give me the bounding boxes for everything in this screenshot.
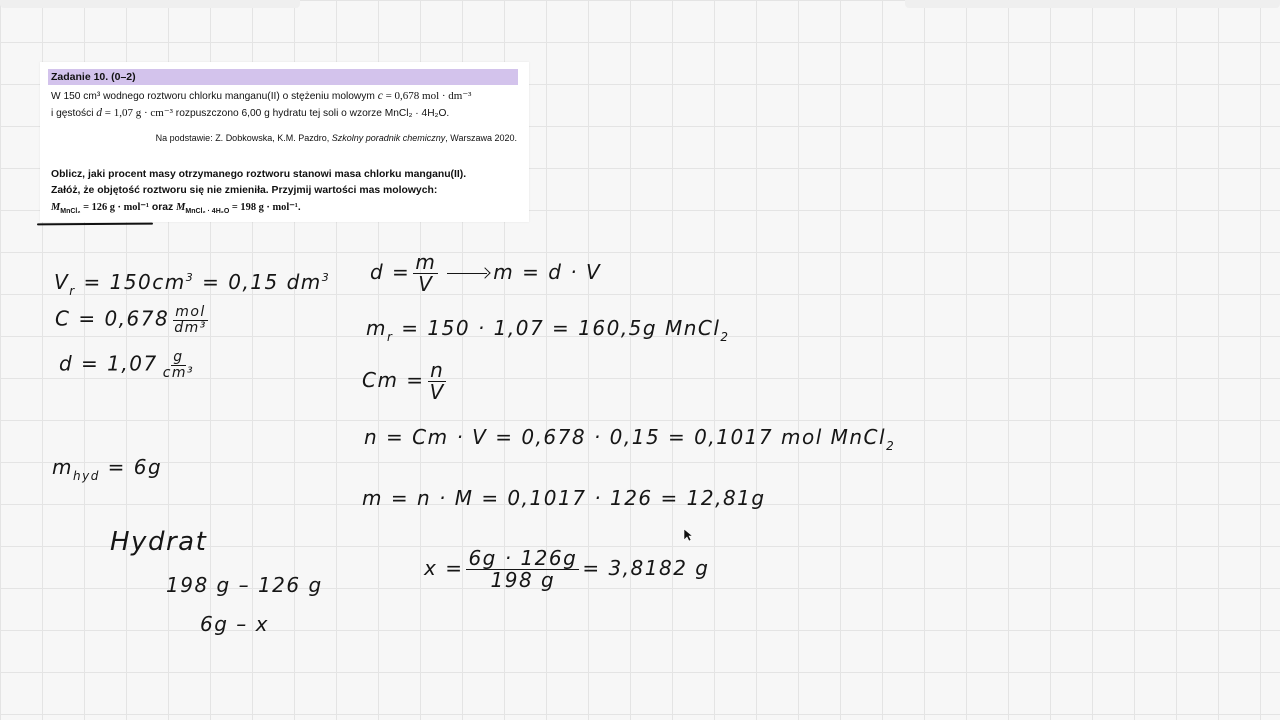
fraction: [428, 360, 447, 403]
fraction-numerator: m: [415, 250, 437, 274]
source-suffix: , Warszawa 2020.: [445, 133, 517, 143]
note-volume: [54, 270, 330, 298]
note-subscript: r: [69, 284, 76, 298]
note-text: x =: [424, 556, 464, 580]
note-text: = 0,15 dm: [194, 270, 322, 294]
note-hydrat-heading: Hydrat: [110, 527, 208, 557]
fraction-denominator: dm³: [174, 319, 207, 336]
note-hydrate-mass: [52, 455, 162, 483]
note-text: n = Cm · V = 0,678 · 0,15 = 0,1017 mol MnCl: [364, 425, 887, 449]
note-subscript: 2: [720, 330, 730, 344]
fraction: [466, 548, 579, 591]
task-header: Zadanie 10. (0–2): [48, 69, 518, 85]
note-cm-formula: [362, 360, 450, 403]
note-text: = 150cm: [75, 270, 186, 294]
molar-mass-symbol: M: [176, 202, 186, 213]
molar-mass-subscript: MnCl₂: [60, 208, 81, 216]
note-text: m: [52, 455, 73, 479]
fraction: [161, 350, 196, 380]
handwritten-underline: [37, 223, 153, 226]
note-concentration: [55, 305, 212, 335]
note-text: Cm =: [362, 368, 425, 392]
note-text: = 6g: [99, 455, 163, 479]
note-subscript: hyd: [72, 469, 100, 483]
note-text: d =: [370, 260, 411, 284]
note-text: m: [366, 316, 387, 340]
source-title: Szkolny poradnik chemiczny: [331, 133, 446, 143]
note-mass-calc: m = n · M = 0,1017 · 126 = 12,81g: [362, 486, 766, 510]
fraction-numerator: mol: [175, 304, 206, 320]
fraction-denominator: cm³: [162, 364, 195, 381]
fraction-denominator: V: [429, 380, 445, 404]
question-line-2: Załóż, że objętość roztworu się nie zmieniła. Przyjmij wartości mas molowych:: [51, 185, 438, 196]
task-card: [40, 62, 529, 222]
question-line-1: Oblicz, jaki procent masy otrzymanego roztworu stanowi masa chlorku manganu(II).: [51, 169, 467, 180]
note-x-calc: [424, 548, 709, 591]
note-solution-mass: [366, 316, 730, 344]
molar-mass-subscript: MnCl₂ · 4H₂O: [185, 208, 230, 216]
conjunction: oraz: [148, 202, 177, 213]
note-text: m = d · V: [493, 260, 602, 284]
note-proportion-1: 198 g – 126 g: [166, 573, 323, 597]
task-text-line-1: [51, 89, 471, 102]
source-citation: [156, 133, 517, 143]
fraction-numerator: g: [173, 349, 184, 365]
note-text: = 150 · 1,07 = 160,5g MnCl: [393, 316, 721, 340]
task-text: rozpuszczono 6,00 g hydratu tej soli o wzorze MnCl₂ · 4H₂O.: [172, 108, 450, 119]
molar-mass-symbol: M: [51, 202, 61, 213]
top-bar-right: [905, 0, 1280, 8]
density-value: = 1,07 g · cm⁻³: [102, 107, 173, 119]
fraction-denominator: 198 g: [490, 568, 556, 592]
concentration-value: = 0,678 mol · dm⁻³: [382, 90, 472, 102]
arrow-right-icon: [447, 273, 487, 274]
note-superscript: 3: [185, 271, 195, 284]
note-density-formula: [370, 252, 601, 295]
fraction-numerator: 6g · 126g: [468, 546, 578, 570]
task-text-line-2: [51, 106, 449, 119]
source-authors: Na podstawie: Z. Dobkowska, K.M. Pazdro,: [155, 133, 332, 143]
note-subscript: 2: [886, 439, 896, 453]
top-bar-left: [0, 0, 300, 8]
molar-mass-value: = 198 g · mol⁻¹: [229, 202, 298, 213]
note-text: = 3,8182 g: [582, 556, 710, 580]
question-line-3: [51, 201, 301, 215]
task-text: W 150 cm³ wodnego roztworu chlorku manganu(II) o stężeniu molowym: [51, 91, 378, 102]
note-subscript: r: [386, 330, 394, 344]
note-text: d = 1,07: [59, 351, 158, 376]
var-c: c: [377, 90, 383, 102]
fraction-numerator: n: [430, 358, 445, 382]
note-moles-calc: [364, 425, 895, 453]
fraction: [413, 252, 438, 295]
note-superscript: 3: [321, 271, 331, 284]
fraction-denominator: V: [418, 272, 434, 296]
period: .: [297, 202, 301, 213]
molar-mass-value: = 126 g · mol⁻¹: [80, 202, 149, 213]
task-text: i gęstości: [51, 108, 97, 119]
fraction: [172, 305, 209, 335]
note-density: [59, 350, 199, 380]
note-proportion-2: 6g – x: [200, 612, 269, 636]
var-d: d: [96, 107, 103, 119]
note-text: V: [54, 270, 70, 294]
note-text: C = 0,678: [55, 306, 170, 331]
mouse-cursor-icon: [683, 528, 693, 542]
